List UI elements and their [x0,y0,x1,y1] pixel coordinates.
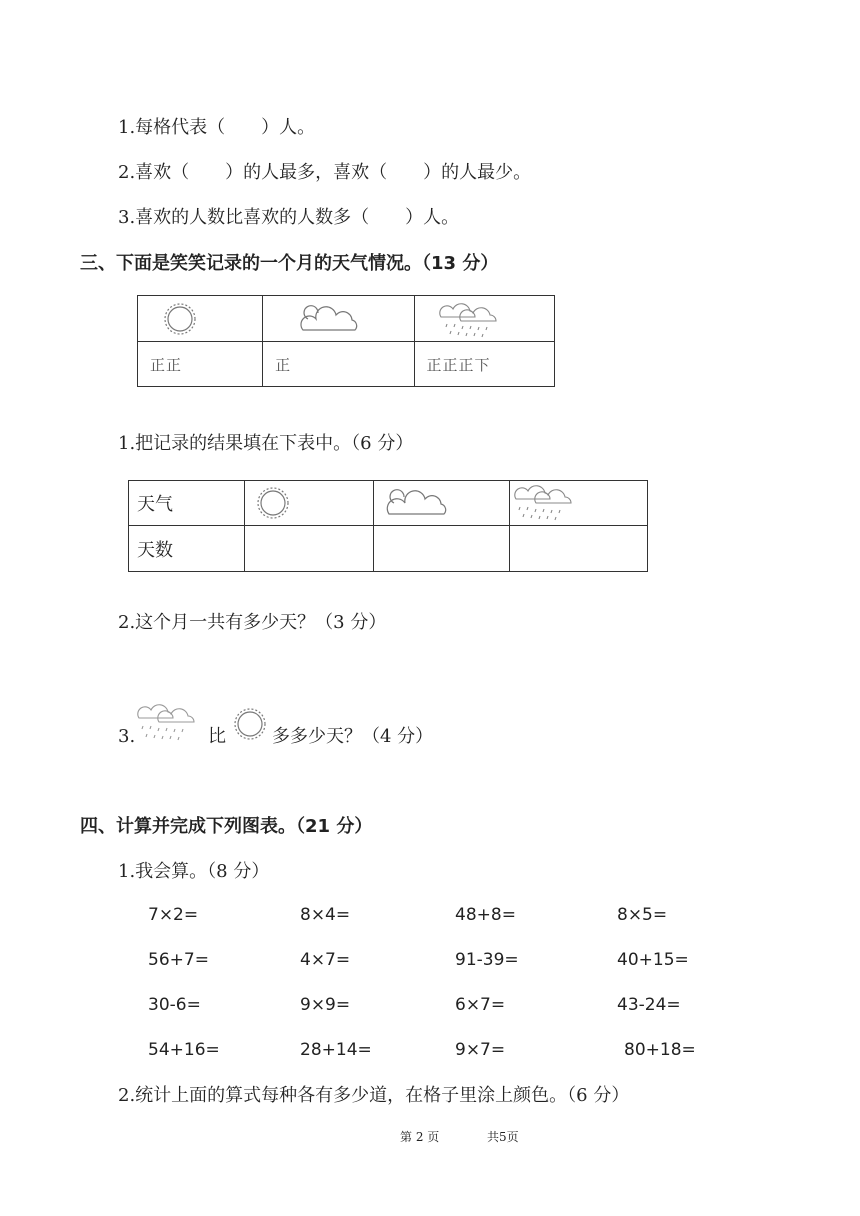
page-number: 第 2 页 [400,1130,440,1144]
fill-cell-rain-icon [510,481,648,526]
days-cell-rain[interactable] [510,526,648,572]
tally-sun: 正正 [138,342,263,387]
rain-icon [510,481,590,525]
fill-table-weather-label: 天气 [129,481,245,526]
rain-icon [135,700,201,746]
cloud-icon [374,481,464,525]
sun-icon [245,481,305,525]
page-total: 共5页 [487,1130,519,1144]
calc-item: 30-6= [148,995,201,1015]
calc-item: 9×9= [300,995,351,1015]
record-cell-sun [138,296,263,342]
question-1: 1.每格代表（ ）人。 [118,117,316,138]
rain-icon [415,297,515,341]
section-3-q3-suffix: 多多少天？（4 分） [272,726,434,747]
calc-item: 40+15= [617,950,689,970]
calc-item: 8×5= [617,905,668,925]
days-cell-cloud[interactable] [373,526,510,572]
section-4-heading: 四、计算并完成下列图表。（21 分） [80,816,373,837]
weather-fill-table [128,480,648,572]
section-3-q1: 1.把记录的结果填在下表中。（6 分） [118,433,414,454]
calc-item: 7×2= [148,905,199,925]
calc-item: 6×7= [455,995,506,1015]
calc-item: 8×4= [300,905,351,925]
question-3: 3.喜欢的人数比喜欢的人数多（ ）人。 [118,207,460,228]
tally-rain: 正正正下 [414,342,555,387]
fill-cell-cloud-icon [373,481,510,526]
calc-item: 56+7= [148,950,209,970]
calc-item: 91-39= [455,950,519,970]
calc-item: 28+14= [300,1040,372,1060]
weather-record-table [137,295,555,387]
section-3-q3-prefix: 3. [118,726,136,747]
section-3-q2: 2.这个月一共有多少天？（3 分） [118,612,387,633]
sun-icon [138,297,198,341]
fill-cell-sun-icon [245,481,373,526]
tally-cloud: 正 [263,342,414,387]
question-2: 2.喜欢（ ）的人最多，喜欢（ ）的人最少。 [118,162,532,183]
fill-table-days-label: 天数 [129,526,245,572]
calc-item: 54+16= [148,1040,220,1060]
section-4-q1: 1.我会算。（8 分） [118,861,270,882]
calc-item: 48+8= [455,905,516,925]
calc-item: 80+18= [624,1040,696,1060]
record-cell-rain [414,296,555,342]
calc-item: 43-24= [617,995,681,1015]
record-cell-cloud [263,296,414,342]
cloud-icon [263,297,363,341]
sun-icon [230,704,270,744]
calc-item: 4×7= [300,950,351,970]
section-3-q3-mid: 比 [208,726,226,747]
section-3-heading: 三、下面是笑笑记录的一个月的天气情况。（13 分） [80,253,499,274]
section-4-q2: 2.统计上面的算式每种各有多少道，在格子里涂上颜色。（6 分） [118,1085,630,1106]
calc-item: 9×7= [455,1040,506,1060]
days-cell-sun[interactable] [245,526,373,572]
